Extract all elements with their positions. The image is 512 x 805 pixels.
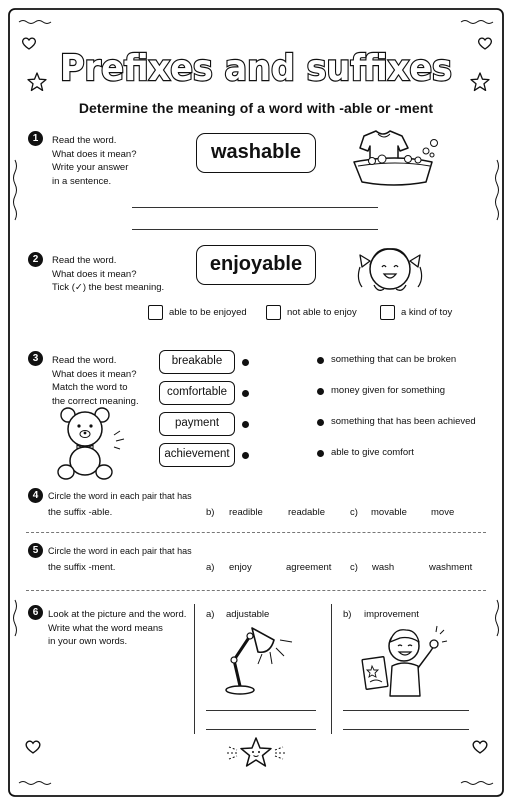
match-meaning: something that has been achieved [331,416,476,427]
question-number: 2 [28,252,43,267]
match-meaning: something that can be broken [331,354,457,365]
q5-instruction-line2: the suffix -ment. [48,562,116,573]
star-icon [470,72,490,92]
page-subtitle: Determine the meaning of a word with -able or -ment [78,100,434,116]
checkbox-icon[interactable] [148,305,163,320]
column-divider [331,604,332,734]
match-dot[interactable] [317,450,324,457]
q5-instruction-line1: Circle the word in each pair that has [48,546,192,556]
option-label: not able to enjoy [287,307,357,318]
q3-instructions: Read the word. What does it mean? Match the word to the correct meaning. [52,355,139,407]
pair-letter: c) [350,562,358,573]
column-divider [194,604,195,734]
match-dot[interactable] [242,452,249,459]
match-dot[interactable] [242,359,249,366]
pair-letter: a) [206,562,215,573]
option-checkbox[interactable] [380,305,452,320]
star-icon [27,72,47,92]
pair-word[interactable]: readable [288,507,325,518]
answer-line[interactable] [132,229,378,230]
teddy-bear-icon [52,405,132,483]
checkbox-icon[interactable] [266,305,281,320]
boy-with-drawing-icon [356,624,448,698]
match-dot[interactable] [317,357,324,364]
option-label: a kind of toy [401,307,453,318]
smiling-star-icon [225,735,287,771]
question-number: 3 [28,351,43,366]
section-divider [26,590,486,591]
pair-word[interactable]: agreement [286,562,332,573]
option-label: able to be enjoyed [169,307,247,318]
section-divider [26,532,486,533]
pair-letter: c) [350,507,358,518]
match-dot[interactable] [242,421,249,428]
answer-line[interactable] [132,207,378,208]
q6-instructions: Look at the picture and the word. Write what the word means in your own words. [48,609,187,647]
q1-word-box: washable [196,133,316,173]
pair-letter: b) [206,507,215,518]
answer-line[interactable] [343,729,469,730]
answer-line[interactable] [206,729,316,730]
pair-word[interactable]: move [431,507,455,518]
item-letter: b) [343,609,352,620]
item-letter: a) [206,609,215,620]
match-meaning: able to give comfort [331,447,414,458]
checkbox-icon[interactable] [380,305,395,320]
option-checkbox[interactable] [148,305,247,320]
pair-word[interactable]: readible [229,507,263,518]
q2-word-box: enjoyable [196,245,316,285]
page-title-text: Prefixes and suffixes [60,48,452,89]
heart-icon [472,740,488,754]
item-word: improvement [364,609,419,620]
pair-word[interactable]: washment [429,562,473,573]
answer-line[interactable] [206,710,316,711]
match-dot[interactable] [242,390,249,397]
question-number: 4 [28,488,43,503]
pair-word[interactable]: wash [372,562,395,573]
option-checkbox[interactable] [266,305,357,320]
item-word: adjustable [226,609,270,620]
pair-word[interactable]: enjoy [229,562,252,573]
question-number: 5 [28,543,43,558]
pair-word[interactable]: movable [371,507,407,518]
washing-basin-icon [350,128,442,190]
question-number: 6 [28,605,43,620]
page-title [56,38,456,92]
match-word-box: achievement [159,443,235,467]
question-number: 1 [28,131,43,146]
match-word-box: breakable [159,350,235,374]
match-word-box: comfortable [159,381,235,405]
q4-instruction-line2: the suffix -able. [48,507,113,518]
match-dot[interactable] [317,419,324,426]
heart-icon [25,740,41,754]
q4-instruction-line1: Circle the word in each pair that has [48,491,192,501]
match-word-box: payment [159,412,235,436]
heart-icon [22,37,36,50]
match-dot[interactable] [317,388,324,395]
happy-girl-icon [352,237,428,301]
match-meaning: money given for something [331,385,446,396]
answer-line[interactable] [343,710,469,711]
q1-instructions: Read the word. What does it mean? Write your answer in a sentence. [52,135,137,187]
desk-lamp-icon [222,624,302,696]
q2-instructions: Read the word. What does it mean? Tick (✓) the best meaning. [52,255,165,293]
heart-icon [478,37,492,50]
